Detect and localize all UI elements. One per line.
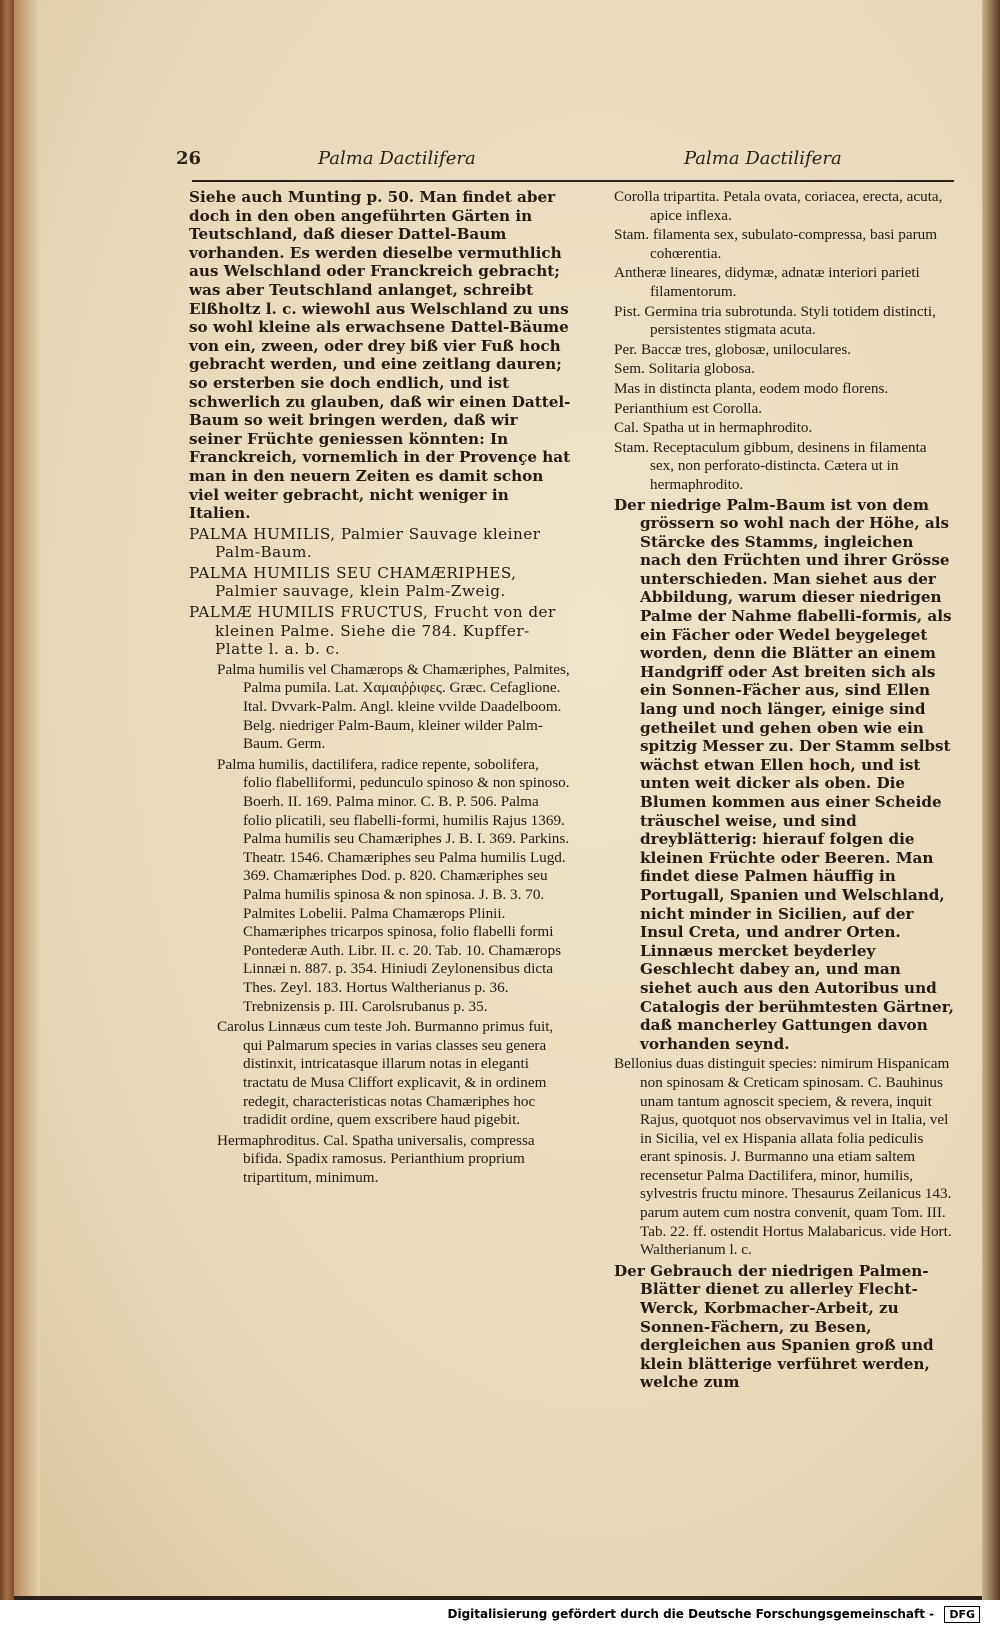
book-spine-edge — [0, 0, 14, 1628]
header-rule — [192, 180, 954, 182]
botanical-definition: Stam. Receptaculum gibbum, desinens in filamenta sex, non perforato-distincta. Cætera ut in hermaphrodito. — [614, 438, 927, 493]
paragraph: Bellonius duas distinguit species: nimirum Hispanicam non spinosam & Creticam spinosam. C. Bauhinus unam tantum agnoscit speciem, & revera, inquit Rajus, quotquot nos observavimus vel in Italia, vel in Sicilia, vel ex Hispania allata folia pediculis erant spinosis. J. Burmanno una etiam saltem recensetur Palma Dactilifera, minor, humilis, sylvestris fructu minore. Thesaurus Zeilanicus 143. parum autem cum nostra convenit, quam Tom. III. Tab. 22. ff. ostendit Hortus Malabaricus. vide Hort. Waltherianum l. c. — [614, 1055, 952, 1259]
botanical-definition: Mas in distincta planta, eodem modo florens. — [614, 379, 889, 397]
running-title-left: Palma Dactilifera — [318, 148, 476, 169]
botanical-definition: Antheræ lineares, didymæ, adnatæ interiori parieti filamentorum. — [614, 264, 920, 300]
botanical-definition: Sem. Solitaria globosa. — [614, 360, 755, 378]
right-column — [614, 188, 954, 1394]
synonym-paragraph: Palma humilis, dactilifera, radice repente, sobolifera, folio flabelliformi, pedunculo spinoso & non spinoso. Boerh. II. 169. Palma minor. C. B. P. 506. Palma folio plicatili, seu flabelli-formi, humilis Rajus 1369. Palma humilis seu Chamæriphes J. B. I. 369. Parkins. Theatr. 1546. Chamæriphes seu Palma humilis Lugd. 369. Chamæriphes Dod. p. 820. Chamæriphes seu Palma humilis spinosa & non spinosa. J. B. 3. 70. Palmites Lobelii. Palma Chamærops Plinii. Chamæriphes tricarpos spinosa, folio flabelli formi Pontederæ Auth. Libr. II. c. 20. Tab. 10. Chamærops Linnæi n. 887. p. 354. Hiniudi Zeylonensibus dicta Thes. Zeyl. 183. Hortus Waltherianus p. 36. Trebnizensis p. III. Carolsrubanus p. 35. — [217, 755, 570, 1015]
page-number: 26 — [176, 148, 202, 169]
dfg-logo: DFG — [944, 1606, 980, 1623]
paragraph: Der niedrige Palm-Baum ist von dem grössern so wohl nach der Höhe, als Stärcke des Stamms, ingleichen nach den Früchten und ihrer Grösse unterschieden. Man siehet aus der Abbildung, warum dieser niedrigen Palme der Nahme flabelli-formis, als ein Fächer oder Wedel beygeleget worden, denn die Blätter an einem Handgriff oder Ast breiten sich als ein Sonnen-Fächer aus, sind Ellen lang und noch länger, einige sind getheilet und gehen oben wie ein spitzig Messer zu. Der Stamm selbst wächst etwan Ellen hoch, und ist unten weit dicker als oben. Die Blumen kommen aus einer Scheide träuschel weise, und sind dreyblätterig: hierauf folgen die kleinen Früchte oder Beeren. Man findet diese Palmen häuffig in Portugall, Spanien und Welschland, nicht minder in Sicilien, auf der Insul Creta, und andrer Orten. Linnæus mercket beyderley Geschlecht dabey an, und man siehet auch aus den Autoribus und Catalogis der berühmtesten Gärtner, daß mancherley Gattungen davon vorhanden seynd. — [614, 495, 954, 1053]
paragraph: Der Gebrauch der niedrigen Palmen-Blätter dienet zu allerley Flecht-Werck, Korbmacher-Arbeit, zu Sonnen-Fächern, zu Besen, dergleichen aus Spanien groß und klein blätterige verführet werden, welche zum — [614, 1261, 934, 1392]
digitization-footer — [0, 1600, 1000, 1628]
paragraph: Carolus Linnæus cum teste Joh. Burmanno primus fuit, qui Palmarum species in varias classes seu genera distinxit, intricatasque illarum notas in eleganti tractatu de Musa Cliffort explicavit, & in ordinem redegit, characteristicas notas Chamæriphes hoc tradidit ordine, quem exscribere haud pigebit. — [217, 1018, 554, 1129]
footer-credit-text: Digitalisierung gefördert durch die Deutsche Forschungsgemeinschaft - — [447, 1607, 935, 1621]
botanical-definition: Cal. Spatha ut in hermaphrodito. — [614, 419, 813, 437]
footer-credit — [448, 1606, 980, 1623]
book-page — [14, 0, 982, 1596]
synonym-paragraph: Palma humilis vel Chamærops & Chamæriphes, Palmites, Palma pumila. Lat. Χαμαιῤῥιφες. Græc. Cefaglione. Ital. Dvvark-Palm. Angl. kleine vvilde Daadelboom. Belg. niedriger Palm-Baum, kleiner wilder Palm-Baum. Germ. — [217, 660, 570, 753]
botanical-definition: Corolla tripartita. Petala ovata, coriacea, erecta, acuta, apice inflexa. — [614, 188, 943, 224]
botanical-definition: Perianthium est Corolla. — [614, 399, 763, 417]
running-title-right: Palma Dactilifera — [684, 148, 842, 169]
paragraph: Hermaphroditus. Cal. Spatha universalis, compressa bifida. Spadix ramosus. Perianthium proprium tripartitum, minimum. — [217, 1131, 535, 1186]
botanical-definition: Stam. filamenta sex, subulato-compressa, basi parum cohœrentia. — [614, 226, 938, 262]
left-column — [189, 188, 571, 1189]
lemma-entry: PALMÆ HUMILIS FRUCTUS, Frucht von der kleinen Palme. Siehe die 784. Kupffer-Platte l. a. b. c. — [189, 603, 556, 659]
lemma-entry: PALMA HUMILIS SEU CHAMÆRIPHES, Palmier sauvage, klein Palm-Zweig. — [189, 563, 517, 601]
page-gutter — [14, 0, 40, 1596]
running-header — [176, 148, 976, 178]
page-right-edge — [982, 0, 1000, 1628]
lemma-entry: PALMA HUMILIS, Palmier Sauvage kleiner Palm-Baum. — [189, 524, 541, 562]
botanical-definition: Per. Baccæ tres, globosæ, uniloculares. — [614, 340, 852, 358]
botanical-definition: Pist. Germina tria subrotunda. Styli totidem distincti, persistentes stigmata acuta. — [614, 302, 936, 339]
paragraph: Siehe auch Munting p. 50. Man findet aber doch in den oben angeführten Gärten in Teutschland, daß dieser Dattel-Baum vorhanden. Es werden dieselbe vermuthlich aus Welschland oder Franckreich gebracht; was aber Teutschland anlanget, schreibt Elßholtz l. c. wiewohl aus Welschland zu uns so wohl kleine als erwachsene Dattel-Bäume von ein, zween, oder drey biß vier Fuß hoch gebracht werden, und eine zeitlang dauren; so ersterben sie doch endlich, und ist schwerlich zu glauben, daß wir einen Dattel-Baum so weit bringen werden, daß wir seiner Früchte geniessen könnten: In Franckreich, vornemlich in der Provençe hat man in den neuern Zeiten es damit schon viel weiter gebracht, nicht weniger in Italien. — [189, 188, 571, 523]
